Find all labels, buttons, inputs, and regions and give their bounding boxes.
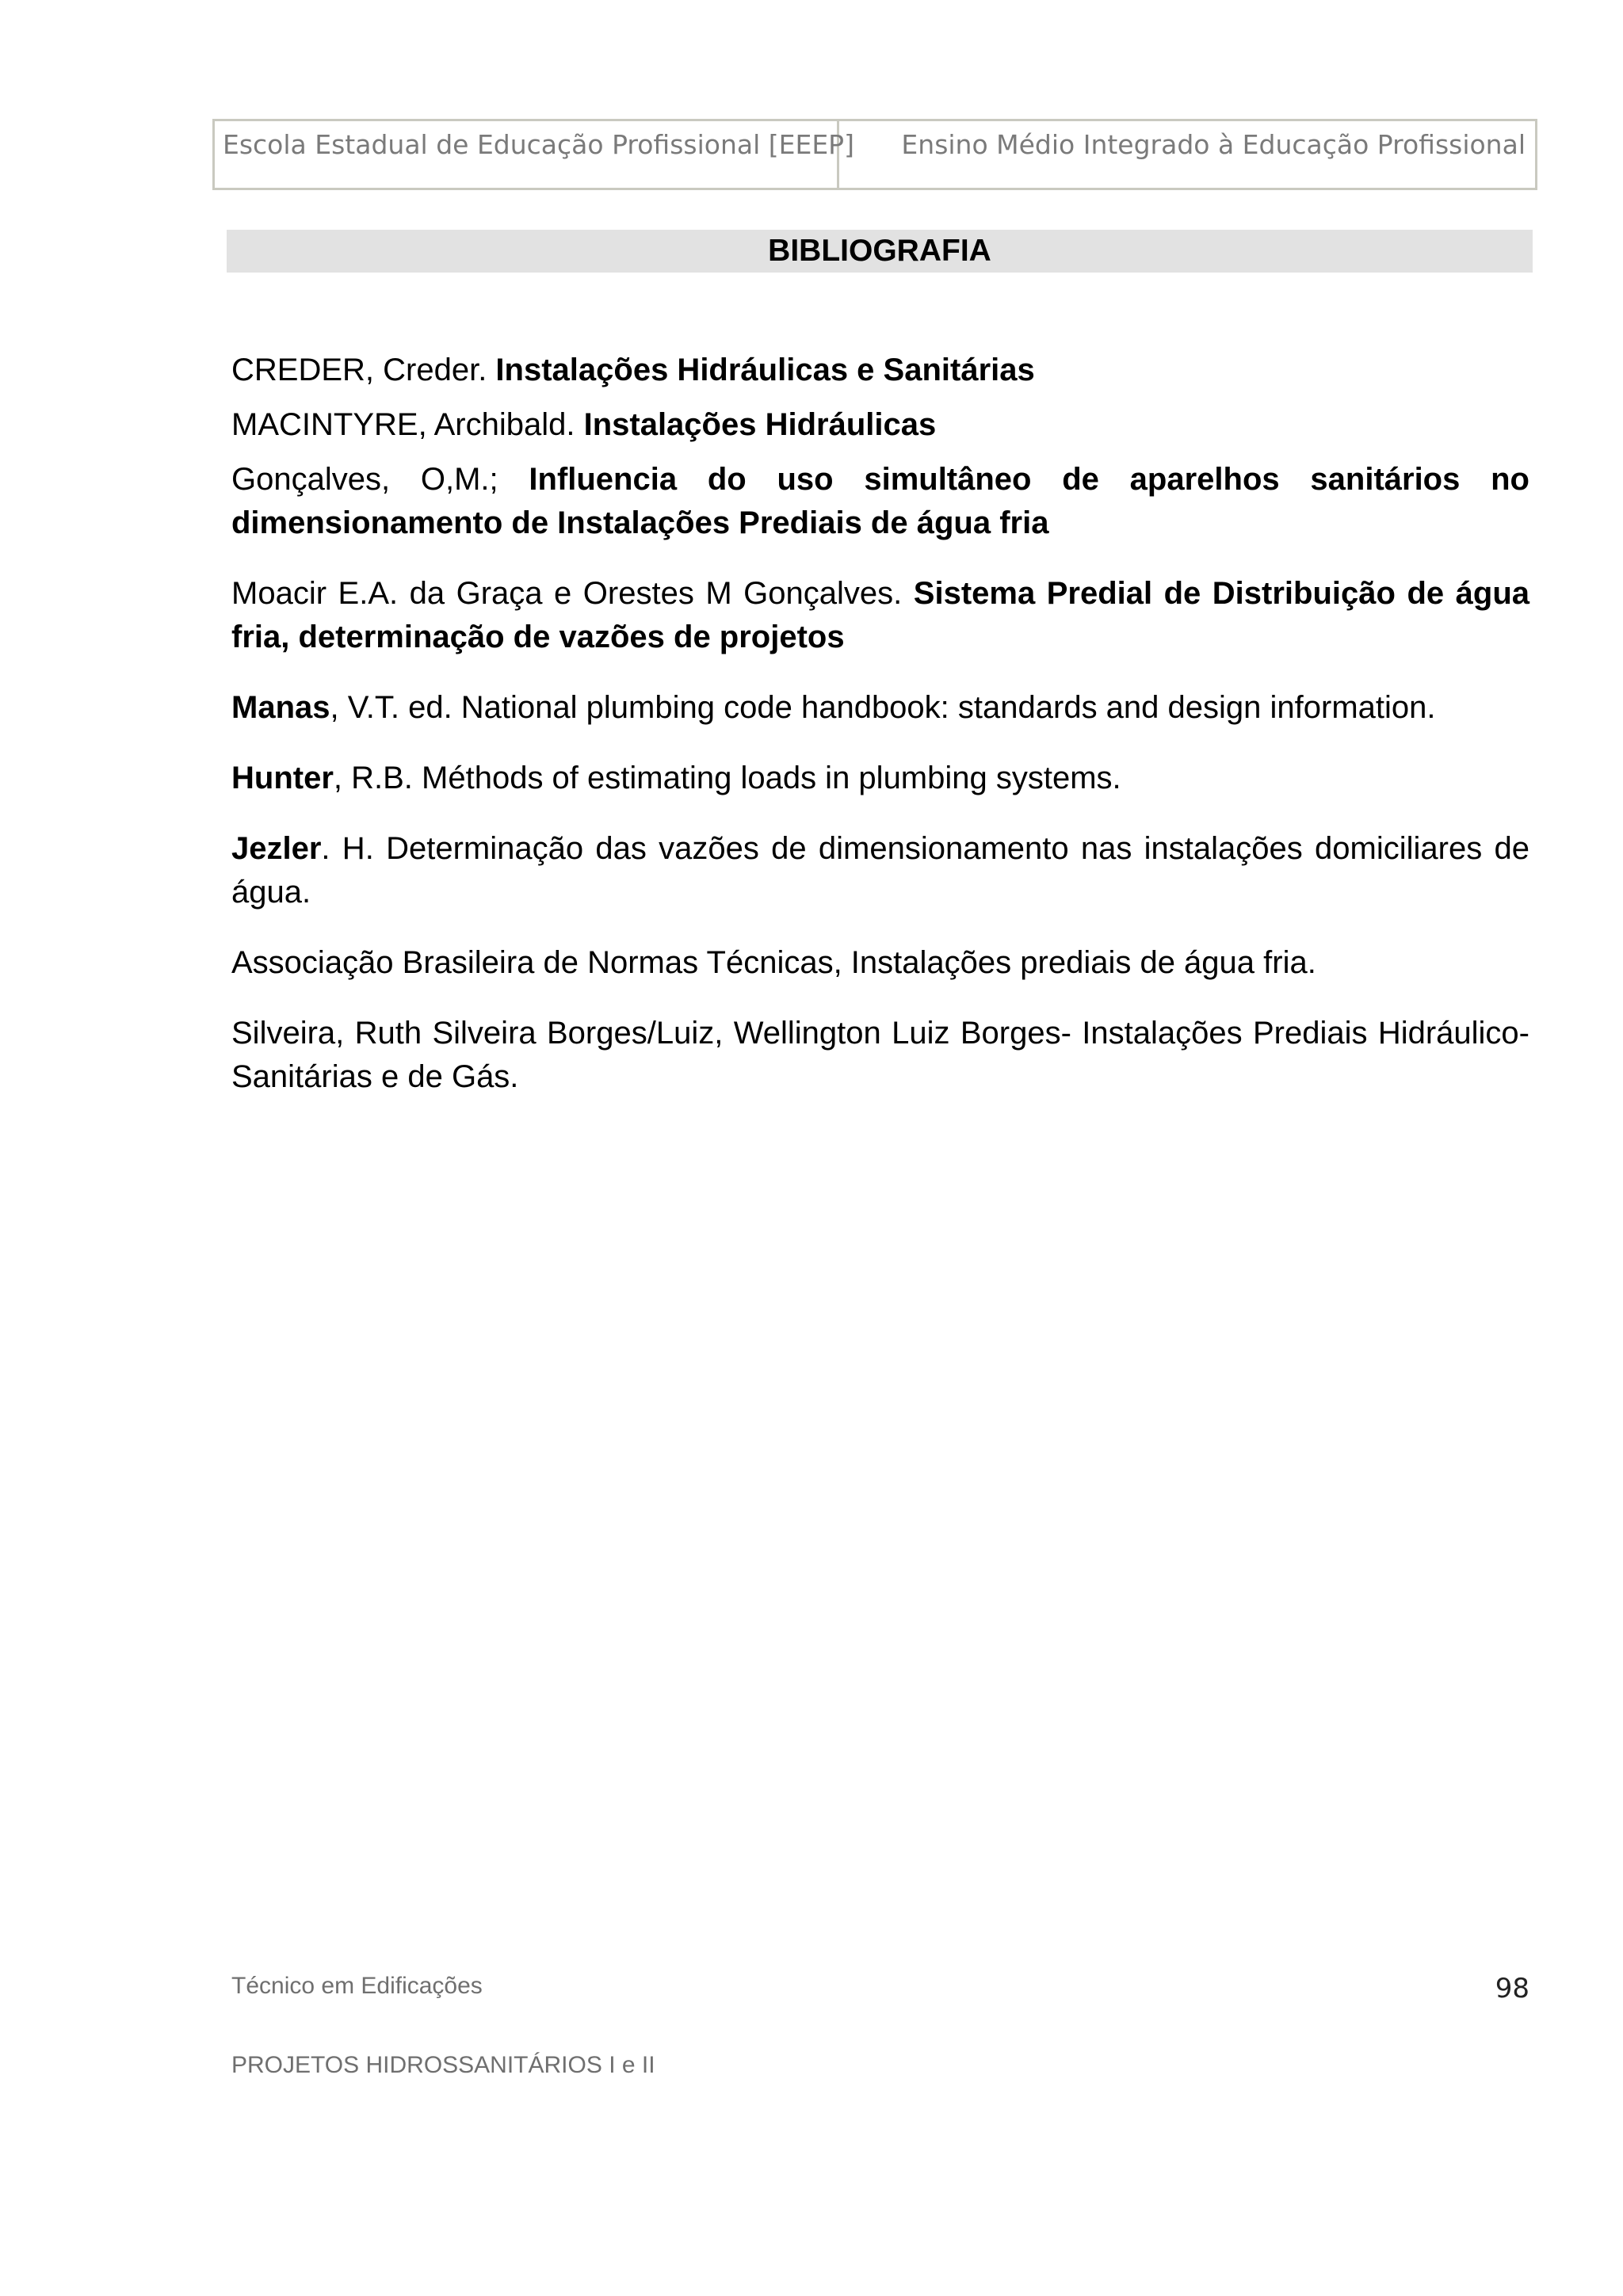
header-school: Escola Estadual de Educação Profissional [EEEP] (215, 121, 839, 188)
reference-author-bold: Jezler (231, 831, 322, 866)
reference-title: Instalações Hidráulicas (583, 407, 937, 442)
reference-title: Instalações Hidráulicas e Sanitárias (495, 353, 1035, 387)
reference-item (231, 1012, 1529, 1099)
page-number: 98 (1495, 1973, 1529, 2004)
reference-item (231, 403, 1529, 447)
page-header (212, 119, 1537, 190)
reference-item (231, 458, 1529, 545)
footer-course-type: Técnico em Edificações (231, 1973, 483, 1999)
reference-title: Influencia do uso simultâneo de aparelhos sanitários no dimensionamento de Instalações Prediais de água fria (231, 462, 1529, 540)
reference-item (231, 686, 1529, 730)
reference-item (231, 572, 1529, 659)
reference-author: Moacir E.A. da Graça e Orestes M Gonçalves. (231, 576, 914, 611)
reference-item (231, 349, 1529, 392)
reference-author-bold: Manas (231, 690, 330, 725)
reference-author: MACINTYRE, Archibald. (231, 407, 584, 442)
reference-text: Associação Brasileira de Normas Técnicas, Instalações prediais de água fria. (231, 945, 1316, 980)
reference-text: . H. Determinação das vazões de dimensionamento nas instalações domiciliares de água. (231, 831, 1529, 910)
reference-item (231, 757, 1529, 800)
reference-item (231, 941, 1529, 985)
reference-item (231, 827, 1529, 914)
reference-author: Gonçalves, O,M.; (231, 462, 529, 497)
reference-author-bold: Hunter (231, 761, 334, 795)
reference-author: CREDER, Creder. (231, 353, 496, 387)
section-title: BIBLIOGRAFIA (227, 230, 1533, 273)
reference-text: Silveira, Ruth Silveira Borges/Luiz, Wellington Luiz Borges- Instalações Prediais Hidráulico-Sanitárias e de Gás. (231, 1016, 1529, 1094)
reference-title: Sistema Predial de Distribuição de água fria, determinação de vazões de projetos (231, 576, 1529, 654)
reference-text: , R.B. Méthods of estimating loads in plumbing systems. (333, 761, 1121, 795)
reference-list (231, 349, 1529, 1126)
header-program: Ensino Médio Integrado à Educação Profissional (901, 129, 1526, 160)
reference-text: , V.T. ed. National plumbing code handbook: standards and design information. (330, 690, 1436, 725)
footer-subject: PROJETOS HIDROSSANITÁRIOS I e II (231, 2052, 655, 2078)
